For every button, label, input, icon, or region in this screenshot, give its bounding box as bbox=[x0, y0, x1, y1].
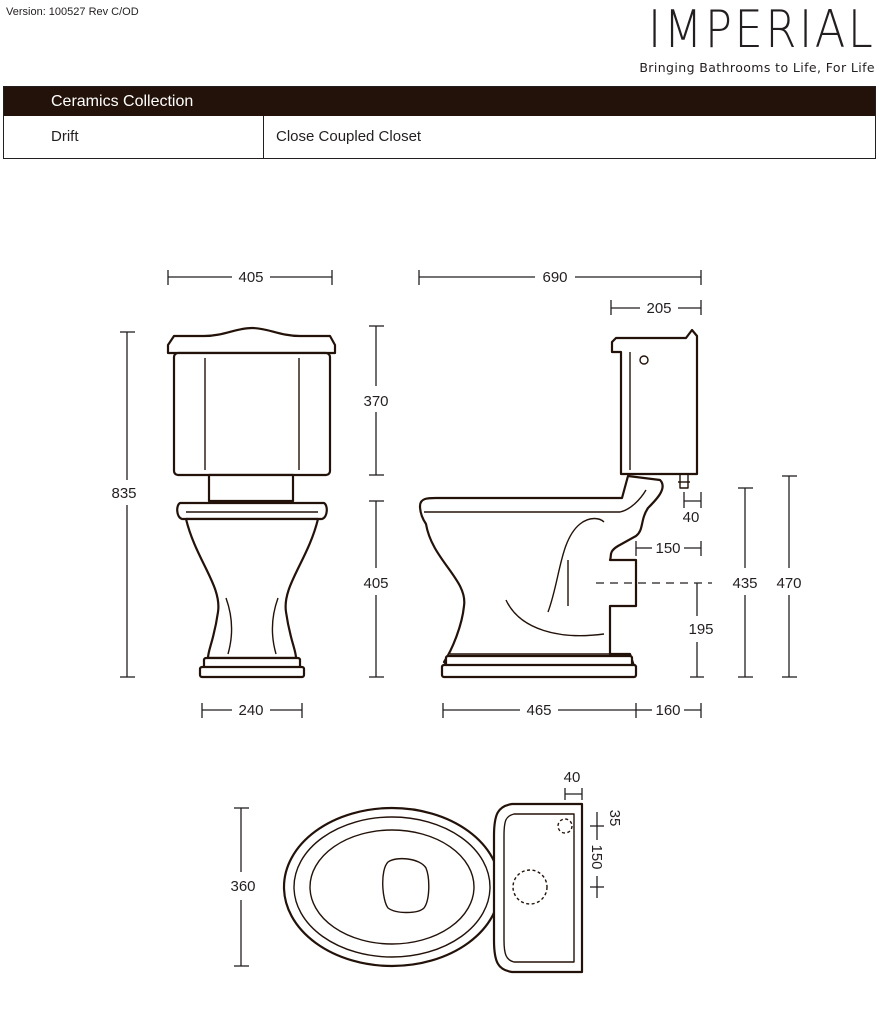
front-seat-rim bbox=[177, 503, 327, 519]
plan-cistern bbox=[494, 804, 582, 972]
dim-plan-inlet-offset: 35 bbox=[606, 809, 623, 827]
dim-seat-height: 435 bbox=[732, 575, 758, 592]
version-label: Version: 100527 Rev C/OD bbox=[6, 6, 139, 18]
dim-outlet-height: 195 bbox=[688, 621, 714, 638]
side-view bbox=[420, 330, 697, 677]
front-view bbox=[168, 328, 335, 677]
side-supply-pipe bbox=[680, 474, 688, 488]
plan-view bbox=[284, 804, 582, 972]
dim-front-base-width: 240 bbox=[238, 702, 264, 719]
dim-cistern-depth: 205 bbox=[646, 300, 672, 317]
dim-outlet-length: 160 bbox=[655, 702, 681, 719]
product-name: Drift bbox=[4, 116, 264, 158]
side-cistern bbox=[612, 330, 697, 474]
collection-title: Ceramics Collection bbox=[4, 87, 875, 116]
product-description: Close Coupled Closet bbox=[276, 128, 422, 145]
dim-pan-height: 405 bbox=[363, 575, 389, 592]
dim-front-width: 405 bbox=[238, 269, 264, 286]
dim-pan-depth: 465 bbox=[526, 702, 552, 719]
brand-tagline: Bringing Bathrooms to Life, For Life bbox=[639, 60, 875, 75]
dim-plan-wall-gap: 40 bbox=[563, 769, 581, 786]
dim-side-depth: 690 bbox=[542, 269, 568, 286]
front-pedestal bbox=[186, 519, 318, 658]
dim-plan-outlet-offset: 150 bbox=[588, 844, 605, 870]
dim-outlet-projection: 150 bbox=[655, 540, 681, 557]
dim-pipe-offset: 40 bbox=[682, 509, 700, 526]
front-cistern-body bbox=[174, 353, 330, 475]
dim-overall-height: 835 bbox=[111, 485, 137, 502]
dim-plan-width: 360 bbox=[230, 878, 256, 895]
plan-bowl-outer bbox=[284, 808, 500, 966]
front-cistern-neck bbox=[209, 475, 293, 501]
dim-cistern-height: 370 bbox=[363, 393, 389, 410]
dim-cistern-base-height: 470 bbox=[776, 575, 802, 592]
front-cistern-lid bbox=[168, 328, 335, 353]
brand-name: IMPERIAL bbox=[647, 0, 875, 60]
side-pan bbox=[420, 476, 663, 666]
